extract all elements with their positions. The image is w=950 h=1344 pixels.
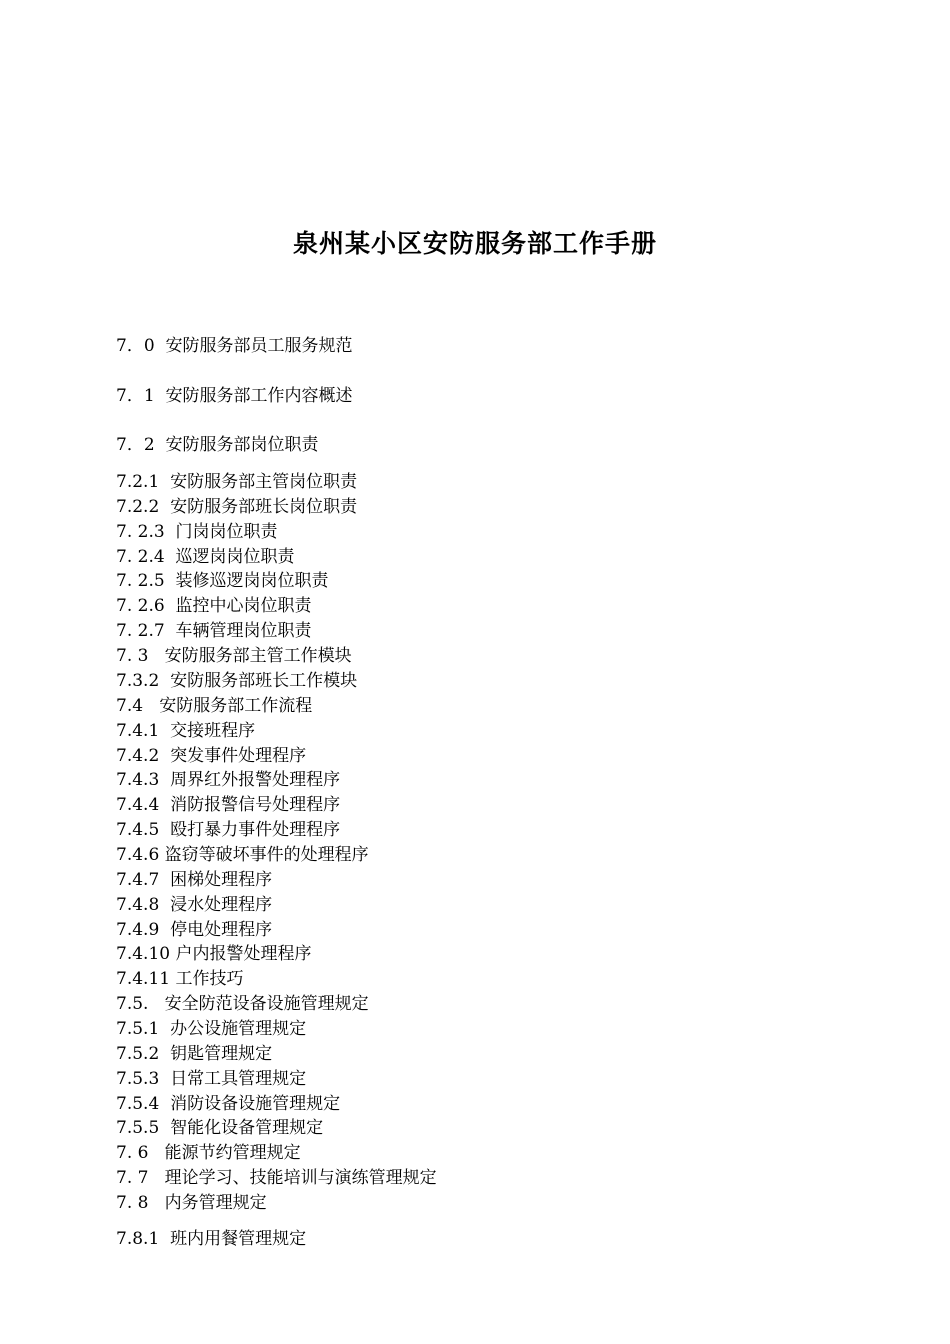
toc-item: 7．0 安防服务部员工服务规范 bbox=[116, 336, 353, 356]
toc-item: 7. 2.7 车辆管理岗位职责 bbox=[116, 621, 312, 641]
toc-item: 7. 2.6 监控中心岗位职责 bbox=[116, 596, 312, 616]
toc-item: 7. 8 内务管理规定 bbox=[116, 1193, 267, 1213]
toc-item: 7.5.1 办公设施管理规定 bbox=[116, 1019, 307, 1039]
toc-item: 7.4.4 消防报警信号处理程序 bbox=[116, 795, 341, 815]
toc-item: 7.5.5 智能化设备管理规定 bbox=[116, 1118, 324, 1138]
toc-item: 7.4.3 周界红外报警处理程序 bbox=[116, 770, 341, 790]
toc-item: 7.2.2 安防服务部班长岗位职责 bbox=[116, 497, 358, 517]
toc-item: 7.4.9 停电处理程序 bbox=[116, 920, 273, 940]
toc-item: 7.4.2 突发事件处理程序 bbox=[116, 746, 307, 766]
toc-item: 7.3.2 安防服务部班长工作模块 bbox=[116, 671, 358, 691]
toc-item: 7. 2.5 装修巡逻岗岗位职责 bbox=[116, 571, 329, 591]
toc-item: 7.4 安防服务部工作流程 bbox=[116, 696, 313, 716]
toc-item: 7.4.10 户内报警处理程序 bbox=[116, 944, 312, 964]
toc-item: 7. 6 能源节约管理规定 bbox=[116, 1143, 301, 1163]
toc-item: 7. 2.4 巡逻岗岗位职责 bbox=[116, 547, 295, 567]
toc-item: 7.4.5 殴打暴力事件处理程序 bbox=[116, 820, 341, 840]
toc-item: 7.5.2 钥匙管理规定 bbox=[116, 1044, 273, 1064]
toc-item: 7. 7 理论学习、技能培训与演练管理规定 bbox=[116, 1168, 437, 1188]
toc-item: 7.4.11 工作技巧 bbox=[116, 969, 244, 989]
toc-item: 7.4.6 盗窃等破坏事件的处理程序 bbox=[116, 845, 369, 865]
document-title: 泉州某小区安防服务部工作手册 bbox=[292, 229, 657, 258]
toc-item: 7.4.7 困梯处理程序 bbox=[116, 870, 273, 890]
toc-item: 7.2.1 安防服务部主管岗位职责 bbox=[116, 472, 358, 492]
toc-item: 7.4.8 浸水处理程序 bbox=[116, 895, 273, 915]
toc-item: 7．1 安防服务部工作内容概述 bbox=[116, 386, 353, 406]
toc-item: 7. 2.3 门岗岗位职责 bbox=[116, 522, 278, 542]
toc-item: 7.8.1 班内用餐管理规定 bbox=[116, 1229, 307, 1249]
toc-item: 7.4.1 交接班程序 bbox=[116, 721, 256, 741]
toc-item: 7.5. 安全防范设备设施管理规定 bbox=[116, 994, 369, 1014]
toc-item: 7.5.3 日常工具管理规定 bbox=[116, 1069, 307, 1089]
toc-item: 7．2 安防服务部岗位职责 bbox=[116, 435, 319, 455]
toc-item: 7. 3 安防服务部主管工作模块 bbox=[116, 646, 352, 666]
toc-item: 7.5.4 消防设备设施管理规定 bbox=[116, 1094, 341, 1114]
